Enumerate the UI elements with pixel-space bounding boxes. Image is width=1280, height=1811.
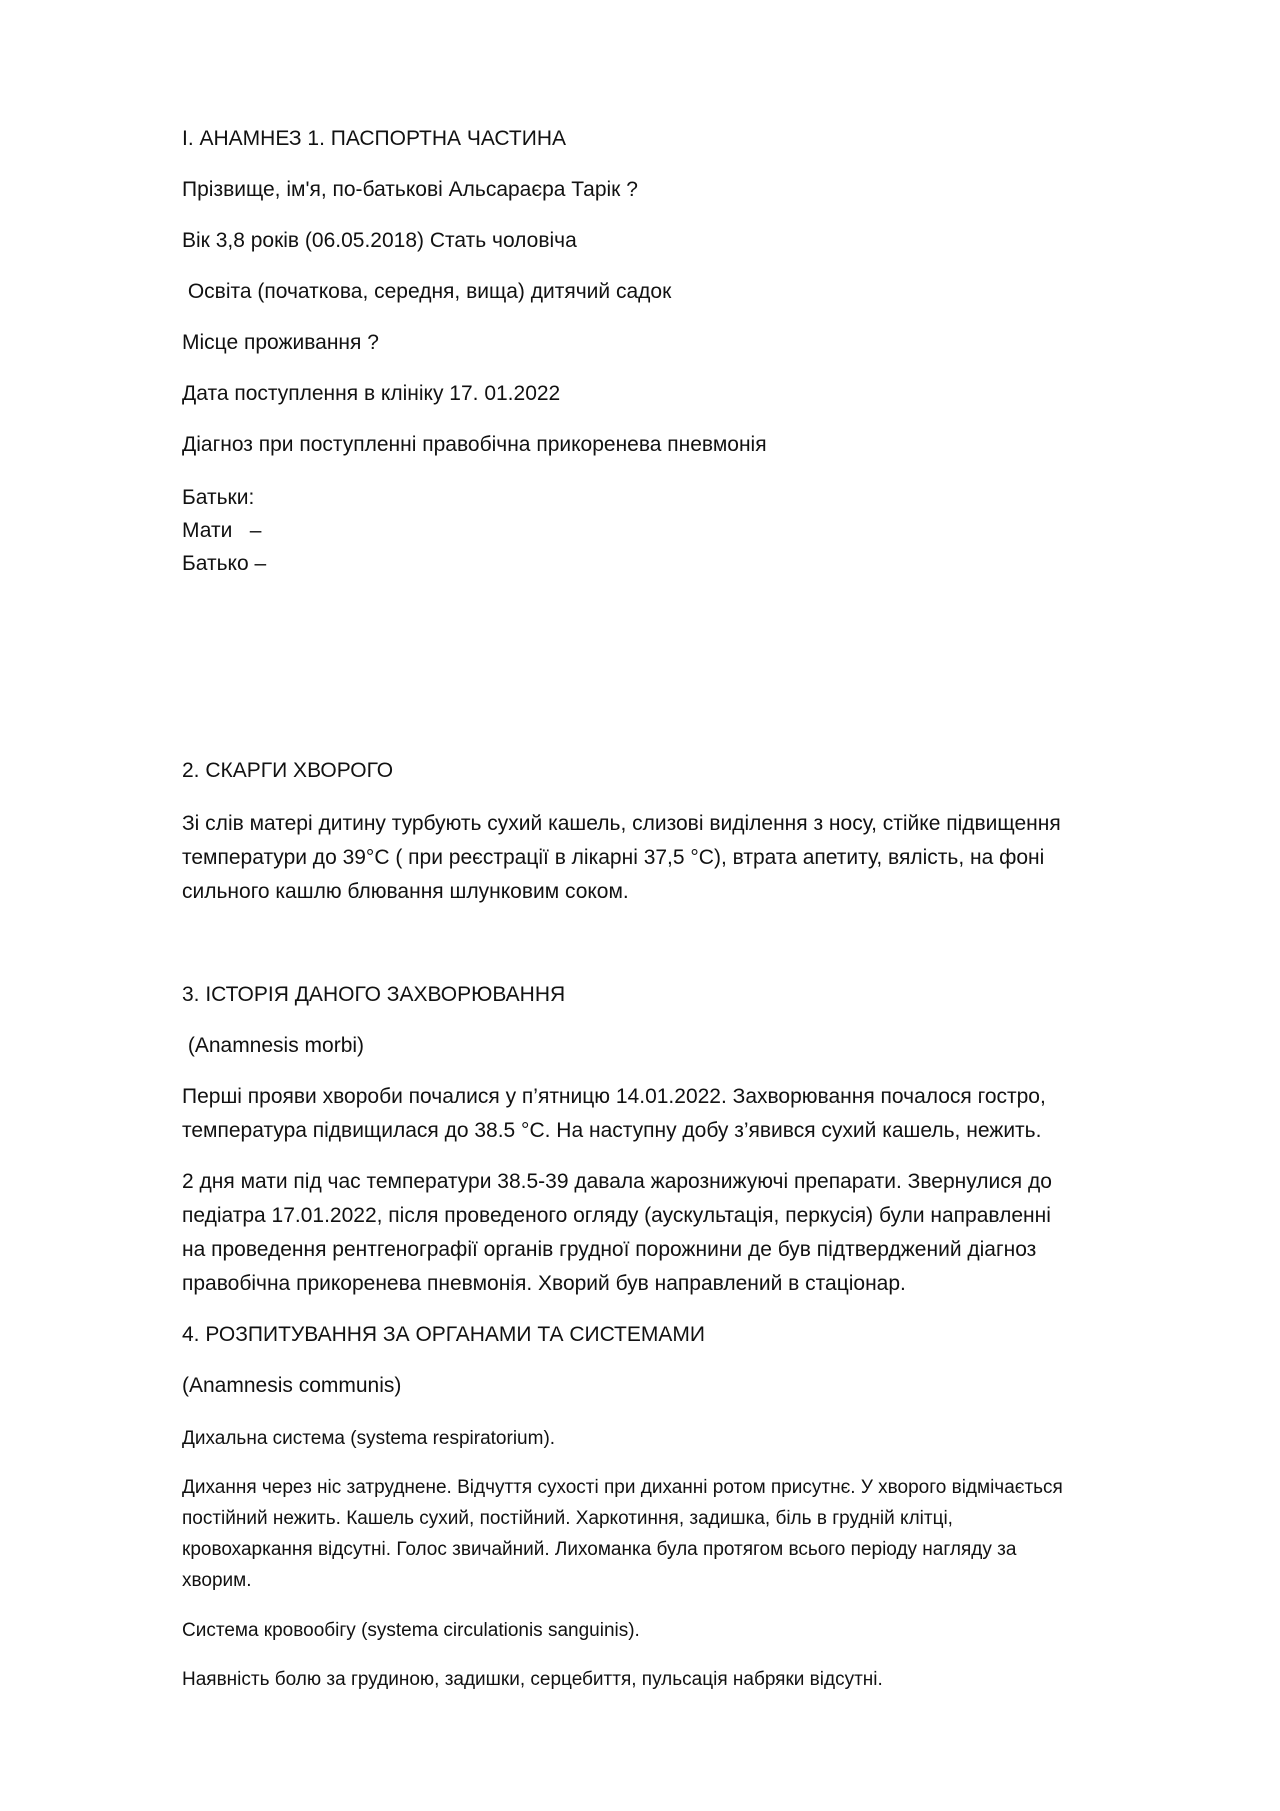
respiratory-line: постійний нежить. Кашель сухий, постійний. Харкотиння, задишка, біль в грудній клітці, xyxy=(182,1508,953,1529)
respiratory-line: хворим. xyxy=(182,1570,252,1591)
respiratory-line: кровохаркання відсутні. Голос звичайний. Лихоманка була протягом всього періоду нагляду за xyxy=(182,1539,1017,1560)
history-line: педіатра 17.01.2022, після проведеного огляду (аускультація, перкусія) були направленні xyxy=(182,1204,1051,1227)
history-latin: (Anamnesis morbi) xyxy=(182,1034,365,1057)
history-line: температура підвищилася до 38.5 °С. На наступну добу з’явився сухий кашель, нежить. xyxy=(182,1119,1042,1142)
history-heading: 3. ІСТОРІЯ ДАНОГО ЗАХВОРЮВАННЯ xyxy=(182,983,566,1006)
history-paragraph-2 xyxy=(182,1165,1202,1301)
history-line: Перші прояви хвороби почалися у п’ятницю 14.01.2022. Захворювання почалося гостро, xyxy=(182,1085,1046,1108)
complaints-line: Зі слів матері дитину турбують сухий кашель, слизові виділення з носу, стійке підвищення xyxy=(182,812,1061,835)
complaints-line: сильного кашлю блювання шлунковим соком. xyxy=(182,880,629,903)
circulatory-line: Наявність болю за грудиною, задишки, серцебиття, пульсація набряки відсутні. xyxy=(182,1669,883,1690)
systems-heading: 4. РОЗПИТУВАННЯ ЗА ОРГАНАМИ ТА СИСТЕМАМИ xyxy=(182,1323,705,1346)
history-line: на проведення рентгенографії органів грудної порожнини де був підтверджений діагноз xyxy=(182,1238,1037,1261)
history-paragraph-1 xyxy=(182,1080,1202,1148)
circulatory-title: Система кровообігу (systema circulationis sanguinis). xyxy=(182,1620,640,1641)
parents-label: Батьки: xyxy=(182,486,255,509)
name-line: Прізвище, ім'я, по-батькові Альсараєра Тарік ? xyxy=(182,178,638,201)
respiratory-line: Дихання через ніс затруднене. Відчуття сухості при диханні ротом присутнє. У хворого відмічається xyxy=(182,1477,1063,1498)
complaints-paragraph xyxy=(182,807,1202,909)
passport-heading: І. АНАМНЕЗ 1. ПАСПОРТНА ЧАСТИНА xyxy=(182,127,566,150)
respiratory-paragraph xyxy=(182,1472,1202,1596)
history-line: 2 дня мати під час температури 38.5-39 давала жарознижуючі препарати. Звернулися до xyxy=(182,1170,1052,1193)
admission-date-line: Дата поступлення в клініку 17. 01.2022 xyxy=(182,382,561,405)
mother-line: Мати – xyxy=(182,519,262,542)
complaints-line: температури до 39°С ( при реєстрації в лікарні 37,5 °С), втрата апетиту, вялість, на фоні xyxy=(182,846,1045,869)
respiratory-title: Дихальна система (systema respiratorium). xyxy=(182,1428,556,1449)
history-line: правобічна прикоренева пневмонія. Хворий був направлений в стаціонар. xyxy=(182,1272,906,1295)
education-line: Освіта (початкова, середня, вища) дитячий садок xyxy=(182,280,672,303)
systems-latin: (Anamnesis communis) xyxy=(182,1374,402,1397)
father-line: Батько – xyxy=(182,552,267,575)
age-line: Вік 3,8 років (06.05.2018) Стать чоловіча xyxy=(182,229,577,252)
diagnosis-line: Діагноз при поступленні правобічна прикоренева пневмонія xyxy=(182,433,767,456)
residence-line: Місце проживання ? xyxy=(182,331,379,354)
complaints-heading: 2. СКАРГИ ХВОРОГО xyxy=(182,759,394,782)
